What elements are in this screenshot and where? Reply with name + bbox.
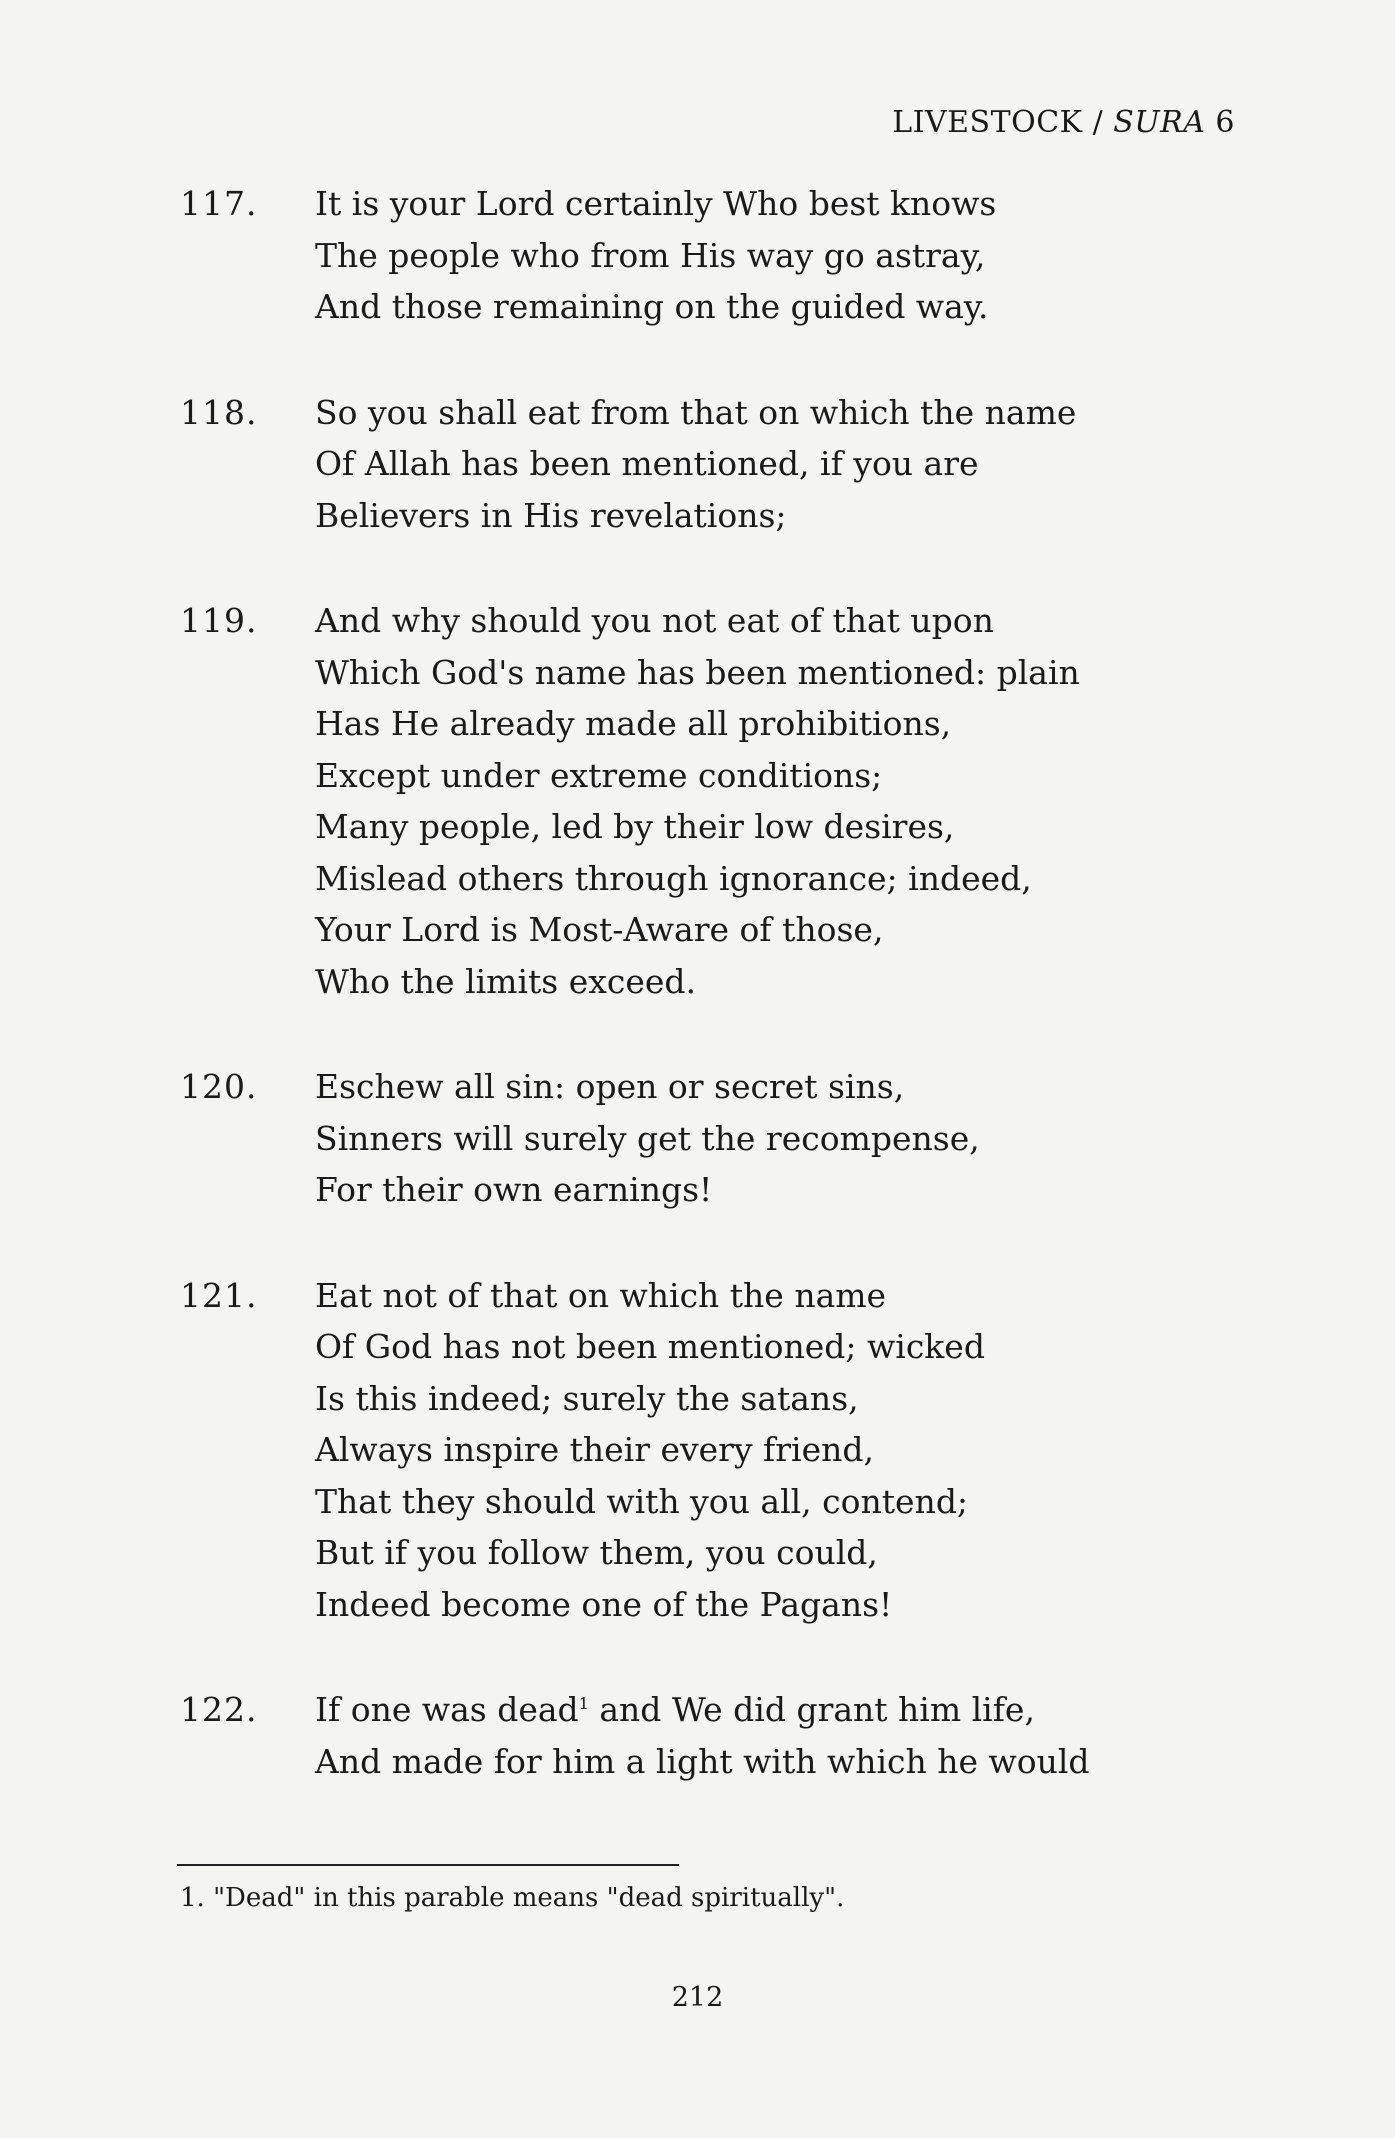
verse-lines — [315, 1270, 1260, 1631]
verse-line: For their own earnings! — [315, 1170, 713, 1209]
verse-lines — [315, 1061, 1260, 1216]
verse-line: Indeed become one of the Pagans! — [315, 1584, 893, 1624]
verse-line: Always inspire their every friend, — [315, 1430, 875, 1469]
sura-number: 6 — [1215, 105, 1235, 140]
verse-122 — [180, 1684, 1260, 1787]
verse-line: Many people, led by their low desires, — [315, 807, 955, 846]
verse-line: So you shall eat from that on which the name — [315, 392, 1077, 432]
verse-line: Mislead others through ignorance; indeed, — [315, 858, 1032, 898]
verse-lines — [315, 178, 1260, 333]
verse-text: If one was dead — [315, 1690, 579, 1729]
verse-line: That they should with you all, contend; — [315, 1481, 969, 1521]
chapter-title: LIVESTOCK / — [892, 105, 1104, 140]
verse-number: 117. — [180, 184, 258, 223]
verse-118 — [180, 387, 1260, 542]
verse-number: 122. — [180, 1690, 258, 1729]
verse-line: Sinners will surely get the recompense, — [315, 1118, 980, 1158]
verse-121 — [180, 1270, 1260, 1631]
verse-line: It is your Lord certainly Who best knows — [315, 184, 997, 223]
verse-line: And those remaining on the guided way. — [315, 287, 989, 326]
verse-number: 121. — [180, 1275, 258, 1315]
verse-line: Eschew all sin: open or secret sins, — [315, 1067, 905, 1106]
verse-number: 119. — [180, 601, 258, 640]
verse-line: And why should you not eat of that upon — [315, 601, 994, 640]
verse-line: Except under extreme conditions; — [315, 755, 883, 795]
footnote-marker[interactable]: 1 — [578, 1694, 589, 1713]
footnote: 1. "Dead" in this parable means "dead spiritually". — [180, 1883, 845, 1913]
verses-body — [180, 178, 1260, 1841]
verse-line: But if you follow them, you could, — [315, 1533, 878, 1572]
verse-line: Your Lord is Most-Aware of those, — [315, 910, 884, 949]
verse-number: 120. — [180, 1067, 258, 1106]
verse-line: Eat not of that on which the name — [315, 1275, 887, 1315]
verse-line: Believers in His revelations; — [315, 495, 787, 535]
verse-text: and We did grant him life, — [588, 1690, 1035, 1729]
verse-117 — [180, 178, 1260, 333]
verse-lines — [315, 387, 1260, 542]
verse-line: Of God has not been mentioned; wicked — [315, 1327, 985, 1366]
verse-line: Who the limits exceed. — [315, 961, 696, 1001]
verse-line: Is this indeed; surely the satans, — [315, 1378, 859, 1418]
verse-120 — [180, 1061, 1260, 1216]
sura-label: SURA — [1113, 105, 1206, 140]
verse-line: Which God's name has been mentioned: plain — [315, 652, 1080, 692]
verse-lines — [315, 1684, 1260, 1787]
verse-lines — [315, 595, 1260, 1007]
verse-number: 118. — [180, 392, 258, 432]
page-number: 212 — [671, 1982, 724, 2013]
verse-line: And made for him a light with which he would — [315, 1741, 1090, 1781]
verse-line: Of Allah has been mentioned, if you are — [315, 444, 979, 483]
verse-line: The people who from His way go astray, — [315, 235, 986, 275]
verse-line — [315, 1684, 1260, 1736]
verse-119 — [180, 595, 1260, 1007]
verse-line: Has He already made all prohibitions, — [315, 704, 952, 743]
footnote-divider — [177, 1864, 679, 1866]
running-header — [892, 105, 1235, 140]
